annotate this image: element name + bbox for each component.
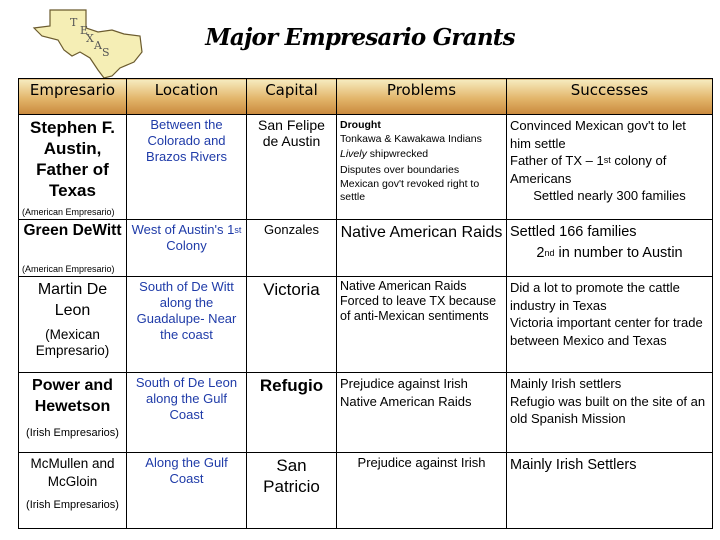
problem-item: Mexican gov't revoked right to settle	[340, 178, 480, 203]
success-item: Did a lot to promote the cattle industry in Texas	[510, 280, 680, 313]
empresario-sub: (Irish Empresarios)	[26, 427, 119, 439]
cell-empresario	[19, 115, 127, 220]
cell-location	[127, 115, 247, 220]
empresario-sub: (Irish Empresarios)	[26, 499, 119, 511]
logo-letter: X	[86, 32, 94, 45]
location-text: West of Austin's 1st Colony	[131, 222, 242, 253]
success-item: Settled nearly 300 families	[533, 188, 686, 203]
empresario-name: Martin De Leon	[37, 281, 108, 319]
logo-letter: E	[80, 24, 89, 37]
success-item: Mainly Irish settlers	[510, 376, 622, 391]
table-row	[19, 220, 713, 277]
cell-problems	[337, 277, 507, 373]
logo-letter: S	[102, 46, 110, 59]
cell-capital	[247, 115, 337, 220]
header-problems: Problems	[337, 79, 507, 115]
problem-item: Drought	[340, 119, 381, 131]
empresario-name: Green DeWitt	[23, 222, 122, 239]
problem-item: Prejudice against Irish	[357, 455, 486, 470]
capital-text: San Felipe de Austin	[258, 117, 325, 149]
cell-successes	[507, 373, 713, 453]
empresario-name: McMullen and McGloin	[30, 456, 115, 489]
success-item: Refugio was built on the site of an old Spanish Mission	[510, 393, 706, 426]
cell-capital	[247, 373, 337, 453]
cell-capital	[247, 277, 337, 373]
cell-empresario	[19, 373, 127, 453]
empresario-sub: (Mexican Empresario)	[35, 327, 110, 358]
success-item: Victoria important center for trade between Mexico and Texas	[510, 315, 703, 348]
cell-capital	[247, 453, 337, 529]
empresario-tag: (American Empresario)	[22, 264, 115, 274]
cell-location	[127, 220, 247, 277]
header-successes: Successes	[507, 79, 713, 115]
cell-location	[127, 277, 247, 373]
cell-empresario	[19, 220, 127, 277]
problem-item: Lively shipwrecked	[340, 148, 429, 160]
cell-location	[127, 373, 247, 453]
problem-item: Forced to leave TX because of anti-Mexican sentiments	[340, 294, 497, 323]
capital-text: Refugio	[259, 376, 324, 395]
cell-successes	[507, 453, 713, 529]
cell-problems	[337, 373, 507, 453]
empresario-name: Stephen F. Austin, Father of Texas	[29, 118, 115, 200]
problem-item: Native American Raids	[340, 224, 503, 241]
problem-item: Disputes over boundaries	[340, 164, 460, 176]
cell-successes	[507, 220, 713, 277]
cell-successes	[507, 277, 713, 373]
capital-text: Gonzales	[264, 222, 319, 237]
header-location: Location	[127, 79, 247, 115]
header-row	[19, 79, 713, 115]
cell-empresario	[19, 277, 127, 373]
table-row	[19, 373, 713, 453]
cell-problems	[337, 115, 507, 220]
cell-successes	[507, 115, 713, 220]
problem-item: Native American Raids	[340, 394, 472, 409]
location-text: South of De Witt along the Guadalupe- Near the coast	[136, 279, 237, 342]
logo-letter: T	[70, 16, 78, 29]
location-text: South of De Leon along the Gulf Coast	[135, 375, 238, 422]
success-item: Mainly Irish Settlers	[510, 457, 637, 473]
table-row	[19, 115, 713, 220]
header-empresario: Empresario	[19, 79, 127, 115]
location-text: Between the Colorado and Brazos Rivers	[146, 117, 227, 164]
cell-capital	[247, 220, 337, 277]
empresario-name: Power and Hewetson	[32, 377, 113, 415]
page-title: Major Empresario Grants	[205, 24, 515, 51]
table-row	[19, 277, 713, 373]
capital-text: Victoria	[263, 280, 320, 299]
cell-problems	[337, 453, 507, 529]
logo-letter: A	[94, 39, 102, 52]
success-item: Settled 166 families	[510, 224, 637, 240]
success-item: Convinced Mexican gov't to let him settle	[510, 118, 686, 151]
table-row	[19, 453, 713, 529]
cell-empresario	[19, 453, 127, 529]
cell-location	[127, 453, 247, 529]
problem-item: Prejudice against Irish	[340, 376, 468, 391]
header-capital: Capital	[247, 79, 337, 115]
success-item: Father of TX – 1st colony of Americans	[510, 153, 667, 186]
problem-item: Native American Raids	[340, 279, 467, 293]
success-item: 2nd in number to Austin	[536, 245, 683, 261]
location-text: Along the Gulf Coast	[145, 455, 228, 486]
empresario-tag: (American Empresario)	[22, 207, 115, 217]
cell-problems	[337, 220, 507, 277]
capital-text: San Patricio	[263, 456, 320, 496]
problem-item: Tonkawa & Kawakawa Indians	[340, 133, 482, 145]
grants-table	[18, 78, 713, 529]
